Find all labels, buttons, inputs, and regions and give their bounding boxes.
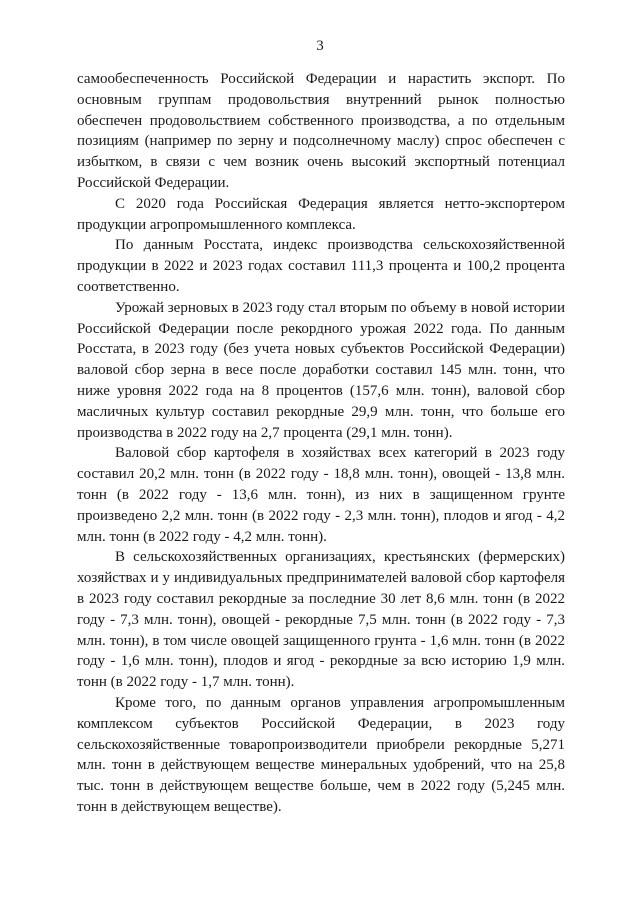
paragraph-net-exporter: С 2020 года Российская Федерация является нетто-экспортером продукции агропромышленного комплекса. [77, 195, 565, 233]
paragraph-potato-vegetables: Валовой сбор картофеля в хозяйствах всех категорий в 2023 году составил 20,2 млн. тонн (в 2022 году - 18,8 млн. тонн), овощей - 13,8 млн. тонн (в 2022 году - 13,6 млн. тонн), из них в защищенном грунте произведено 2,2 млн. тонн (в 2022 году - 2,3 млн. тонн), плодов и ягод - 4,2 млн. тонн (в 2022 году - 4,2 млн. тонн). [77, 445, 565, 545]
paragraph-agricultural-organizations: В сельскохозяйственных организациях, крестьянских (фермерских) хозяйствах и у индивидуальных предпринимателей валовой сбор картофеля в 2023 году составил рекордные за последние 30 лет 8,6 млн. тонн (в 2022 году - 7,3 млн. тонн), овощей - рекордные 7,5 млн. тонн (в 2022 году - 7,3 млн. тонн), в том числе овощей защищенного грунта - 1,6 млн. тонн (в 2022 году - 1,6 млн. тонн), плодов и ягод - рекордные за всю историю 1,9 млн. тонн (в 2022 году - 1,7 млн. тонн). [77, 549, 565, 691]
paragraph-fertilizers: Кроме того, по данным органов управления агропромышленным комплексом субъектов Российской Федерации, в 2023 году сельскохозяйственные товаропроизводители приобрели рекордные 5,271 млн. тонн в действующем веществе минеральных удобрений, что на 25,8 тыс. тонн в действующем веществе больше, чем в 2022 году (5,245 млн. тонн в действующем веществе). [77, 694, 565, 815]
page-number: 3 [316, 38, 324, 54]
document-body [77, 69, 565, 818]
paragraph-production-index: По данным Росстата, индекс производства сельскохозяйственной продукции в 2022 и 2023 годах составил 111,3 процента и 100,2 процента соответственно. [77, 237, 565, 295]
paragraph-grain-harvest: Урожай зерновых в 2023 году стал вторым по объему в новой истории Российской Федерации после рекордного урожая 2022 года. По данным Росстата, в 2023 году (без учета новых субъектов Российской Федерации) валовой сбор зерна в весе после доработки составил 145 млн. тонн, что ниже уровня 2022 года на 8 процентов (157,6 млн. тонн), валовой сбор масличных культур составил рекордные 29,9 млн. тонн, что больше его производства в 2022 году на 2,7 процента (29,1 млн. тонн). [77, 299, 565, 441]
paragraph-self-sufficiency: самообеспеченность Российской Федерации и нарастить экспорт. По основным группам продовольствия внутренний рынок полностью обеспечен продовольствием собственного производства, а по отдельным позициям (например по зерну и подсолнечному маслу) спрос обеспечен с избытком, в связи с чем возник очень высокий экспортный потенциал Российской Федерации. [77, 71, 565, 191]
